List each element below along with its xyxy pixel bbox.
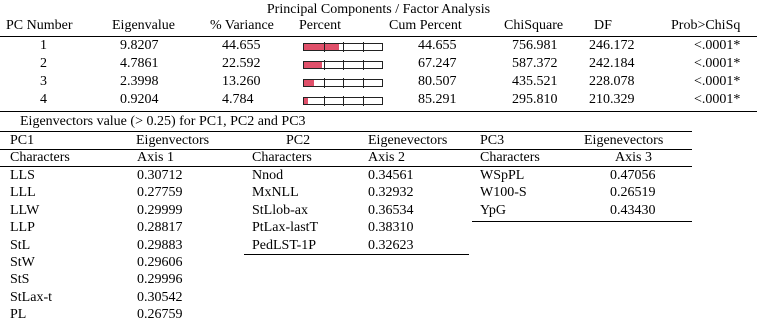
cell-variance: 4.784 xyxy=(222,92,254,107)
character-label: W100-S xyxy=(480,185,527,201)
cell-chisquare: 756.981 xyxy=(512,38,558,53)
cell-prob: <.0001* xyxy=(694,56,741,71)
cell-df: 210.329 xyxy=(589,92,635,107)
character-label: LLP xyxy=(10,220,35,236)
pc2-characters-header: Characters xyxy=(252,150,312,165)
character-label: StS xyxy=(10,272,30,288)
bar-tick-mark xyxy=(363,60,364,70)
cell-chisquare: 435.521 xyxy=(512,74,558,89)
eigenvector-value: 0.26519 xyxy=(610,185,656,201)
eigenvector-value: 0.28817 xyxy=(137,220,183,236)
character-label: LLS xyxy=(10,168,35,183)
pc3-bottom-rule xyxy=(472,221,692,222)
pc2-name: PC2 xyxy=(286,133,311,148)
eigenvector-value: 0.26759 xyxy=(137,307,183,323)
cell-variance: 22.592 xyxy=(222,56,261,71)
pc2-bottom-rule xyxy=(244,254,469,255)
cell-pc-number: 2 xyxy=(40,56,47,71)
header-pc-number: PC Number xyxy=(6,18,73,33)
cell-variance: 13.260 xyxy=(222,74,261,89)
character-label: PL xyxy=(10,307,27,323)
pc3-characters-header: Characters xyxy=(480,150,540,165)
pca-header-rule xyxy=(0,36,757,37)
eigen-caption-rule xyxy=(0,131,692,132)
character-label: PedLST-1P xyxy=(252,237,317,253)
pc3-axis-header: Axis 3 xyxy=(615,150,652,165)
bar-tick-mark xyxy=(324,78,325,88)
eigen-caption: Eigenvectors value (> 0.25) for PC1, PC2 and PC3 xyxy=(20,114,306,129)
pc3-name: PC3 xyxy=(480,133,505,148)
cell-chisquare: 295.810 xyxy=(512,92,558,107)
cell-prob: <.0001* xyxy=(694,92,741,107)
bar-tick-mark xyxy=(343,96,344,106)
character-label: YpG xyxy=(480,202,506,218)
header-prob: Prob>ChiSq xyxy=(671,18,741,33)
pc3-eigenvectors-label: Eigenevectors xyxy=(584,133,664,148)
cell-cum-percent: 80.507 xyxy=(418,74,457,89)
cell-variance: 44.655 xyxy=(222,38,261,53)
pc2-eigenvectors-label: Eigenevectors xyxy=(368,133,448,148)
variance-percent-bar xyxy=(303,61,383,69)
pc1-characters-header: Characters xyxy=(10,150,70,165)
bar-tick-mark xyxy=(363,42,364,52)
character-label: StLlob-ax xyxy=(252,202,308,218)
eigenvector-value: 0.27759 xyxy=(137,185,183,201)
cell-df: 228.078 xyxy=(589,74,635,89)
variance-percent-fill xyxy=(304,62,322,68)
eigen-subheader-rule xyxy=(0,166,692,167)
eigenvector-value: 0.38310 xyxy=(368,220,414,236)
cell-cum-percent: 44.655 xyxy=(418,38,457,53)
character-label: LLL xyxy=(10,185,36,201)
cell-eigenvalue: 2.3998 xyxy=(120,74,159,89)
header-cum-percent: Cum Percent xyxy=(389,18,462,33)
bar-tick-mark xyxy=(343,60,344,70)
character-label: LLW xyxy=(10,202,40,218)
header-variance: % Variance xyxy=(210,18,274,33)
cell-df: 242.184 xyxy=(589,56,635,71)
eigenvector-value: 0.29999 xyxy=(137,202,183,218)
bar-tick-mark xyxy=(343,42,344,52)
eigenvector-value: 0.29883 xyxy=(137,237,183,253)
eigenvector-value: 0.32932 xyxy=(368,185,414,201)
header-eigenvalue: Eigenvalue xyxy=(112,18,175,33)
pc1-axis-header: Axis 1 xyxy=(137,150,174,165)
pc1-name: PC1 xyxy=(10,133,35,148)
bar-tick-mark xyxy=(324,60,325,70)
cell-pc-number: 1 xyxy=(40,38,47,53)
variance-percent-fill xyxy=(304,80,314,86)
eigenvector-value: 0.30712 xyxy=(137,168,183,183)
character-label: StL xyxy=(10,237,31,253)
cell-prob: <.0001* xyxy=(694,74,741,89)
pca-title: Principal Components / Factor Analysis xyxy=(266,2,491,17)
eigenvector-value: 0.30542 xyxy=(137,289,183,305)
character-label: PtLax-lastT xyxy=(252,220,319,236)
bar-tick-mark xyxy=(343,78,344,88)
eigen-group-rule xyxy=(0,149,692,150)
variance-percent-bar xyxy=(303,97,383,105)
pca-bottom-rule xyxy=(0,111,757,112)
variance-percent-bar xyxy=(303,79,383,87)
bar-tick-mark xyxy=(363,78,364,88)
cell-pc-number: 3 xyxy=(40,74,47,89)
bar-tick-mark xyxy=(324,42,325,52)
eigenvector-value: 0.29606 xyxy=(137,255,183,270)
header-chisquare: ChiSquare xyxy=(504,18,564,33)
character-label: StW xyxy=(10,255,35,270)
character-label: MxNLL xyxy=(252,185,299,201)
cell-df: 246.172 xyxy=(589,38,635,53)
eigenvector-value: 0.32623 xyxy=(368,237,414,253)
bar-tick-mark xyxy=(324,96,325,106)
eigenvector-value: 0.47056 xyxy=(610,168,656,183)
cell-prob: <.0001* xyxy=(694,38,741,53)
header-df: DF xyxy=(594,18,612,33)
bar-tick-mark xyxy=(363,96,364,106)
variance-percent-fill xyxy=(304,44,339,50)
cell-cum-percent: 67.247 xyxy=(418,56,457,71)
eigenvector-value: 0.36534 xyxy=(368,202,414,218)
pc1-eigenvectors-label: Eigenvectors xyxy=(136,133,210,148)
cell-pc-number: 4 xyxy=(40,92,47,107)
variance-percent-fill xyxy=(304,98,308,104)
pc2-axis-header: Axis 2 xyxy=(368,150,405,165)
variance-percent-bar xyxy=(303,43,383,51)
eigenvector-value: 0.43430 xyxy=(610,202,656,218)
cell-chisquare: 587.372 xyxy=(512,56,558,71)
cell-eigenvalue: 0.9204 xyxy=(120,92,159,107)
eigenvector-value: 0.34561 xyxy=(368,168,414,183)
character-label: Nnod xyxy=(252,168,284,183)
eigenvector-value: 0.29996 xyxy=(137,272,183,288)
cell-eigenvalue: 9.8207 xyxy=(120,38,159,53)
character-label: StLax-t xyxy=(10,289,52,305)
cell-eigenvalue: 4.7861 xyxy=(120,56,159,71)
cell-cum-percent: 85.291 xyxy=(418,92,457,107)
header-percent: Percent xyxy=(299,18,341,33)
character-label: WSpPL xyxy=(480,168,525,183)
